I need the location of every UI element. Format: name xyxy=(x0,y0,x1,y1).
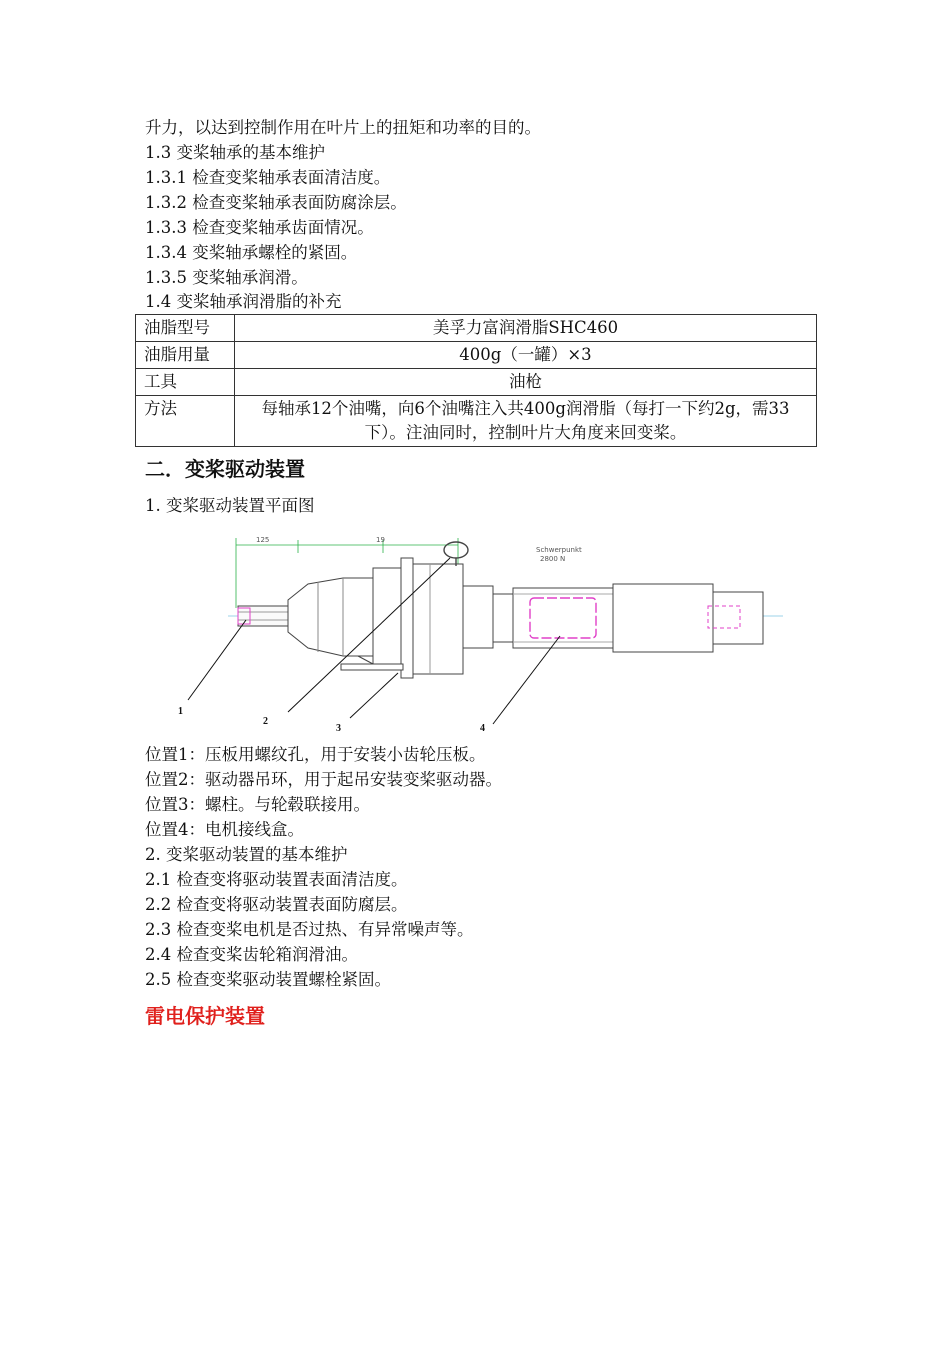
table-key: 油脂用量 xyxy=(136,342,235,369)
gearbox-housing xyxy=(288,558,413,678)
list-item: 2.3 检查变桨电机是否过热、有异常噪声等。 xyxy=(145,920,474,939)
table-key: 方法 xyxy=(136,396,235,447)
list-item: 1.3.5 变桨轴承润滑。 xyxy=(145,268,308,287)
list-item: 1.3.1 检查变桨轴承表面清洁度。 xyxy=(145,168,391,187)
list-item: 1.3.3 检查变桨轴承齿面情况。 xyxy=(145,218,374,237)
position-1: 位置1：压板用螺纹孔，用于安装小齿轮压板。 xyxy=(145,745,486,764)
table-value: 油枪 xyxy=(235,369,817,396)
callout-1: 1 xyxy=(178,706,183,717)
callout-4: 4 xyxy=(480,723,485,733)
flange-body xyxy=(413,564,463,674)
intro-line: 升力，以达到控制作用在叶片上的扭矩和功率的目的。 xyxy=(145,118,541,137)
list-item: 1.3.4 变桨轴承螺栓的紧固。 xyxy=(145,243,358,262)
table-value: 每轴承12个油嘴，向6个油嘴注入共400g润滑脂（每打一下约2g，需33下）。注油同时，控制叶片大角度来回变桨。 xyxy=(235,396,817,447)
section-1-3-title: 1.3 变桨轴承的基本维护 xyxy=(145,143,325,162)
list-item: 2.5 检查变桨驱动装置螺栓紧固。 xyxy=(145,970,391,989)
list-item: 2.2 检查变将驱动装置表面防腐层。 xyxy=(145,895,408,914)
section-3-heading: 雷电保护装置 xyxy=(145,1004,265,1028)
table-value: 400g（一罐）×3 xyxy=(235,342,817,369)
position-3: 位置3：螺柱。与轮毂联接用。 xyxy=(145,795,370,814)
figure-title: 1. 变桨驱动装置平面图 xyxy=(145,496,315,515)
grease-table xyxy=(135,314,817,447)
list-item: 2.1 检查变将驱动装置表面清洁度。 xyxy=(145,870,408,889)
table-row xyxy=(136,342,817,369)
section-2-heading: 二．变桨驱动装置 xyxy=(145,457,305,481)
position-2: 位置2：驱动器吊环，用于起吊安装变桨驱动器。 xyxy=(145,770,502,789)
section-1-4-title: 1.4 变桨轴承润滑脂的补充 xyxy=(145,292,342,311)
pitch-drive-diagram xyxy=(168,528,788,733)
maintenance-title: 2. 变桨驱动装置的基本维护 xyxy=(145,845,348,864)
table-row xyxy=(136,315,817,342)
table-key: 工具 xyxy=(136,369,235,396)
list-item: 1.3.2 检查变桨轴承表面防腐涂层。 xyxy=(145,193,407,212)
weight-value: 2800 N xyxy=(540,555,566,563)
table-row xyxy=(136,369,817,396)
callout-2: 2 xyxy=(263,716,268,727)
motor-adapter xyxy=(463,586,513,648)
list-item: 2.4 检查变桨齿轮箱润滑油。 xyxy=(145,945,358,964)
dimension-label: 125 xyxy=(256,536,270,544)
dimension-label: 19 xyxy=(376,536,385,544)
motor-body xyxy=(513,588,613,648)
lifting-eye xyxy=(444,542,468,566)
weight-label: Schwerpunkt xyxy=(536,546,582,554)
pinion-shaft xyxy=(238,606,288,626)
table-row xyxy=(136,396,817,447)
table-value: 美孚力富润滑脂SHC460 xyxy=(235,315,817,342)
position-4: 位置4：电机接线盒。 xyxy=(145,820,304,839)
callout-3: 3 xyxy=(336,723,341,733)
table-key: 油脂型号 xyxy=(136,315,235,342)
